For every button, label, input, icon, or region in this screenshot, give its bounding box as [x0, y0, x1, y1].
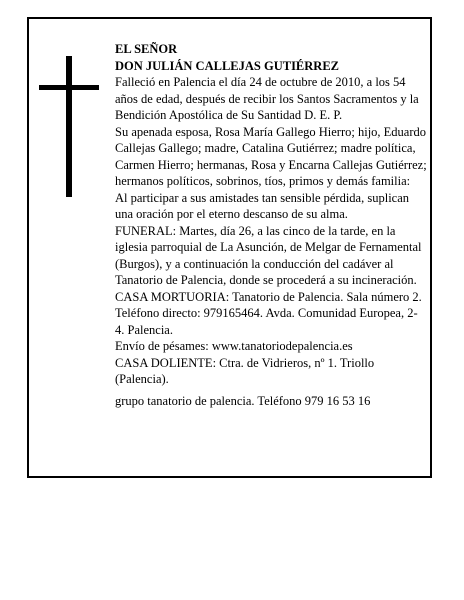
prayer-request: Al participar a sus amistades tan sensible pérdida, suplican una oración por el eterno descanso de su alma.: [115, 190, 410, 221]
obituary-notice: [27, 17, 432, 478]
notice-title-line1: EL SEÑOR: [115, 42, 178, 56]
cross-horizontal-bar: [39, 85, 99, 90]
condolences-website: Envío de pésames: www.tanatoriodepalencia.es: [115, 339, 353, 353]
notice-text: [115, 41, 427, 409]
cross-icon: [39, 56, 99, 197]
family-list: Su apenada esposa, Rosa María Gallego Hierro; hijo, Eduardo Callejas Gallego; madre, Catalina Gutiérrez; madre política, Carmen Hierro; hermanas, Rosa y Encarna Callejas Gutiérrez; hermanos políticos, sobrinos, tíos, primos y demás familia:: [115, 124, 427, 188]
deceased-name: DON JULIÁN CALLEJAS GUTIÉRREZ: [115, 58, 339, 73]
family-home-address: CASA DOLIENTE: Ctra. de Vidrieros, nº 1. Triollo (Palencia).: [115, 355, 375, 386]
funeral-details: FUNERAL: Martes, día 26, a las cinco de la tarde, en la iglesia parroquial de La Asunción, de Melgar de Fernamental (Burgos), y a continuación la conducción del cadáver al Tanatorio de Palencia, donde se procederá a su incineración.: [115, 223, 422, 287]
mortuary-details: CASA MORTUORIA: Tanatorio de Palencia. Sala número 2. Teléfono directo: 979165464. Avda. Comunidad Europea, 2-4. Palencia.: [115, 289, 422, 337]
cross-vertical-bar: [66, 56, 72, 197]
funeral-home-contact: grupo tanatorio de palencia. Teléfono 979 16 53 16: [115, 393, 371, 408]
death-announcement: Falleció en Palencia el día 24 de octubre de 2010, a los 54 años de edad, después de recibir los Santos Sacramentos y la Bendición Apostólica de Su Santidad D. E. P.: [115, 75, 419, 122]
